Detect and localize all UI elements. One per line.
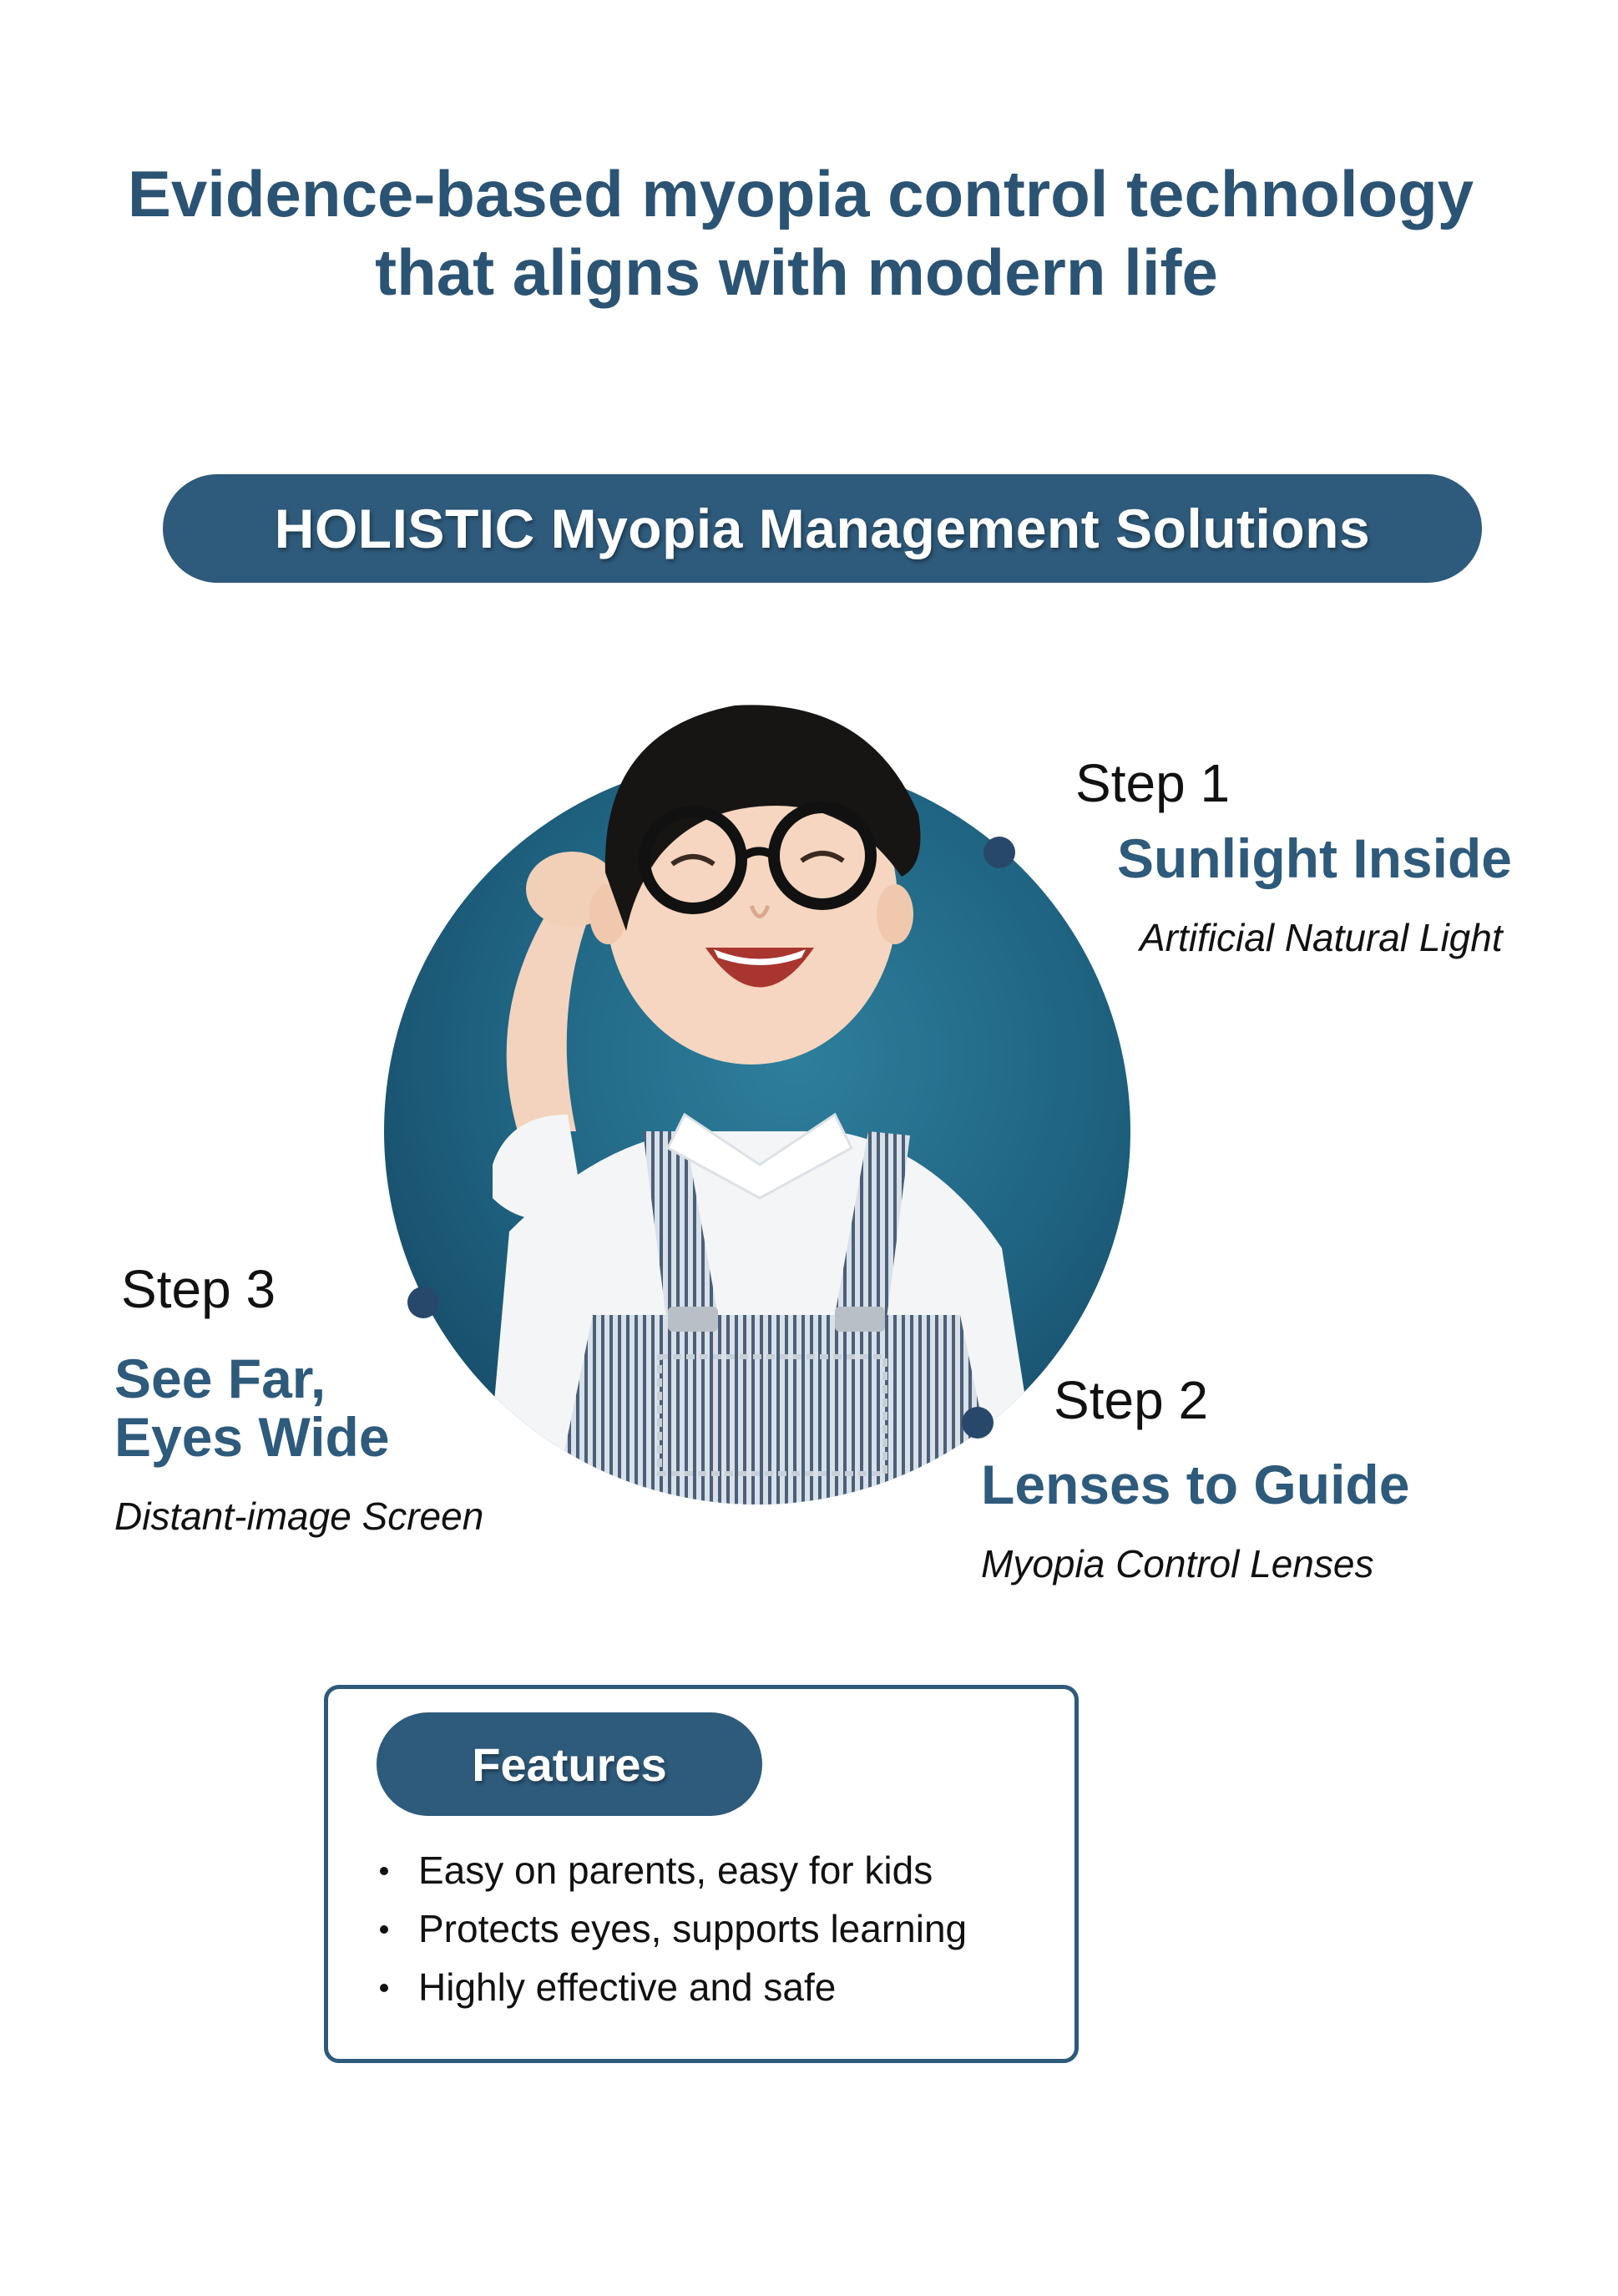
features-list-item (380, 1841, 967, 1899)
step-3-title-line-2: Eyes Wide (114, 1406, 390, 1468)
step-3-marker-dot (407, 1287, 439, 1318)
features-heading: Features (472, 1737, 667, 1791)
step-3-label: Step 3 (121, 1259, 276, 1319)
features-list-item (380, 1899, 967, 1958)
headline-line-1: Evidence-based myopia control technology (127, 157, 1474, 230)
features-card (324, 1685, 1079, 2063)
bullet-icon (380, 1867, 388, 1875)
step-3-subtitle: Distant-image Screen (114, 1494, 484, 1538)
step-1-subtitle: Artificial Natural Light (1140, 916, 1503, 959)
bullet-icon (380, 1925, 388, 1934)
step-1-label: Step 1 (1075, 753, 1231, 813)
step-2-title: Lenses to Guide (981, 1454, 1410, 1515)
features-list (380, 1841, 967, 2016)
step-1-marker-dot (983, 837, 1015, 868)
features-item-text: Protects eyes, supports learning (418, 1907, 968, 1950)
step-3-title-line-1: See Far, (114, 1348, 326, 1409)
features-item-text: Highly effective and safe (418, 1965, 837, 2009)
headline-line-2: that aligns with modern life (375, 235, 1218, 309)
features-heading-pill (377, 1712, 762, 1816)
solutions-banner (163, 474, 1482, 583)
step-2-marker-dot (962, 1407, 994, 1439)
step-1-title: Sunlight Inside (1117, 827, 1512, 889)
features-item-text: Easy on parents, easy for kids (418, 1848, 933, 1892)
page-headline (0, 154, 1618, 311)
bullet-icon (380, 1984, 388, 1992)
child-with-glasses-photo (384, 697, 1135, 1515)
step-2-label: Step 2 (1054, 1370, 1209, 1430)
solutions-banner-label: HOLISTIC Myopia Management Solutions (274, 498, 1371, 559)
step-2-subtitle: Myopia Control Lenses (981, 1542, 1374, 1585)
features-list-item (380, 1958, 967, 2016)
